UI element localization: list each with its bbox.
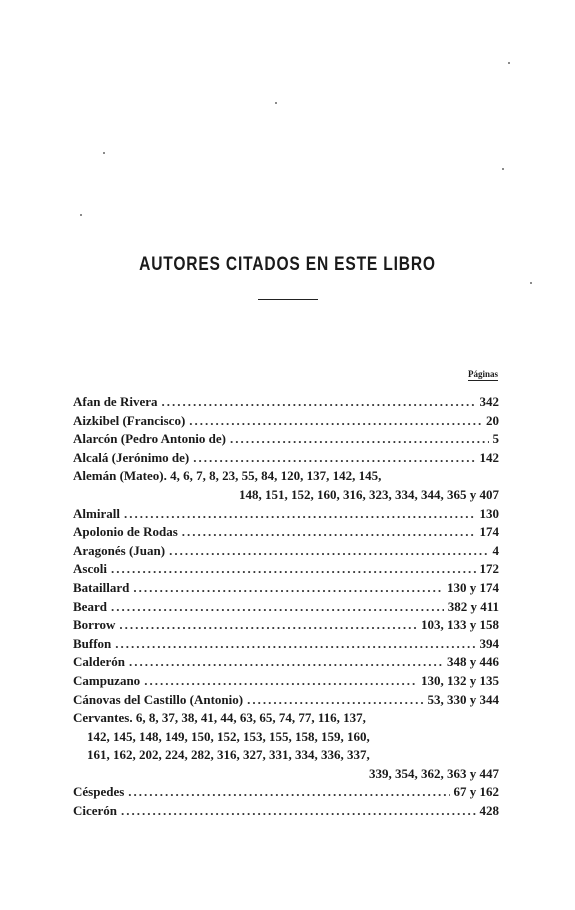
page-numbers-line: 161, 162, 202, 224, 282, 316, 327, 331, 334, 336, 337, [87,747,370,763]
page-numbers: 394 [479,635,499,651]
page-numbers: 4, 6, 7, 8, 23, 55, 84, 120, 137, 142, 145, [170,468,382,484]
index-entry [73,635,499,654]
page-numbers: 382 y 411 [447,598,499,614]
index-entry [73,449,499,468]
dot-leader [144,672,417,691]
page-numbers-continuation: 148, 151, 152, 160, 316, 323, 334, 344, 365 y 407 [239,486,499,502]
author-name: Cervantes. [73,710,133,726]
page-numbers: 174 [479,524,499,540]
index-entry-multiline [73,709,499,728]
index-entry [73,653,499,672]
dot-leader [119,616,417,635]
index-entry [73,542,499,561]
author-index [73,393,499,821]
author-name: Calderón [73,654,125,670]
author-name: Campuzano [73,672,141,688]
author-name: Almirall [73,505,120,521]
page-numbers: 20 [486,412,499,428]
page-numbers: 130 [479,505,499,521]
index-entry [73,505,499,524]
author-name: Alemán (Mateo). [73,468,167,484]
author-name: Apolonio de Rodas [73,524,178,540]
author-name: Aragonés (Juan) [73,542,166,558]
page-numbers: 5 [492,431,499,447]
author-name: Alcalá (Jerónimo de) [73,449,190,465]
index-entry [73,560,499,579]
dot-leader [247,691,423,710]
index-entry [73,412,499,431]
index-entry [73,672,499,691]
author-name: Bataillard [73,579,130,595]
index-entry [73,691,499,710]
index-entry [73,393,499,412]
index-entry-multiline [73,467,499,486]
index-entry [73,783,499,802]
page-numbers-continuation: 339, 354, 362, 363 y 447 [369,765,499,781]
dot-leader [189,412,482,431]
page-numbers: 4 [492,542,499,558]
index-entry [73,579,499,598]
print-speck [508,62,510,64]
author-name: Beard [73,598,107,614]
dot-leader [193,449,475,468]
author-name: Ascoli [73,561,107,577]
page-title: AUTORES CITADOS EN ESTE LIBRO [139,254,436,275]
page-numbers: 342 [479,394,499,409]
page-numbers: 142 [479,449,499,465]
author-name: Afan de Rivera [73,394,158,409]
index-entry [73,802,499,821]
dot-leader [129,653,443,672]
index-entry [73,598,499,617]
dot-leader [182,523,476,542]
page-numbers: 348 y 446 [447,654,499,670]
dot-leader [230,430,489,449]
dot-leader [128,783,449,802]
print-speck [103,152,105,154]
page-numbers: 130, 132 y 135 [421,672,499,688]
author-name: Cicerón [73,803,118,819]
author-name: Cánovas del Castillo (Antonio) [73,691,244,707]
author-name: Buffon [73,635,112,651]
author-name: Céspedes [73,784,125,800]
page-numbers: 53, 330 y 344 [427,691,499,707]
dot-leader [124,505,476,524]
print-speck [275,102,277,104]
print-speck [530,282,532,284]
title-rule [258,299,318,300]
index-entry [73,430,499,449]
author-name: Borrow [73,617,116,633]
page-numbers: 130 y 174 [447,579,499,595]
page-numbers: 428 [479,803,499,819]
dot-leader [169,542,488,561]
dot-leader [115,635,475,654]
dot-leader [162,393,476,412]
dot-leader [111,598,444,617]
author-name: Alarcón (Pedro Antonio de) [73,431,226,447]
page-numbers-line: 142, 145, 148, 149, 150, 152, 153, 155, 158, 159, 160, [87,728,370,744]
print-speck [502,168,504,170]
page-numbers: 67 y 162 [453,784,499,800]
print-speck [80,214,82,216]
index-entry [73,523,499,542]
index-entry [73,616,499,635]
dot-leader [133,579,443,598]
page-numbers: 103, 133 y 158 [421,617,499,633]
dot-leader [111,560,476,579]
page-numbers: 172 [479,561,499,577]
dot-leader [121,802,475,821]
pages-column-label: Páginas [467,369,498,379]
author-name: Aizkibel (Francisco) [73,412,186,428]
page-numbers: 6, 8, 37, 38, 41, 44, 63, 65, 74, 77, 116, 137, [135,710,366,726]
